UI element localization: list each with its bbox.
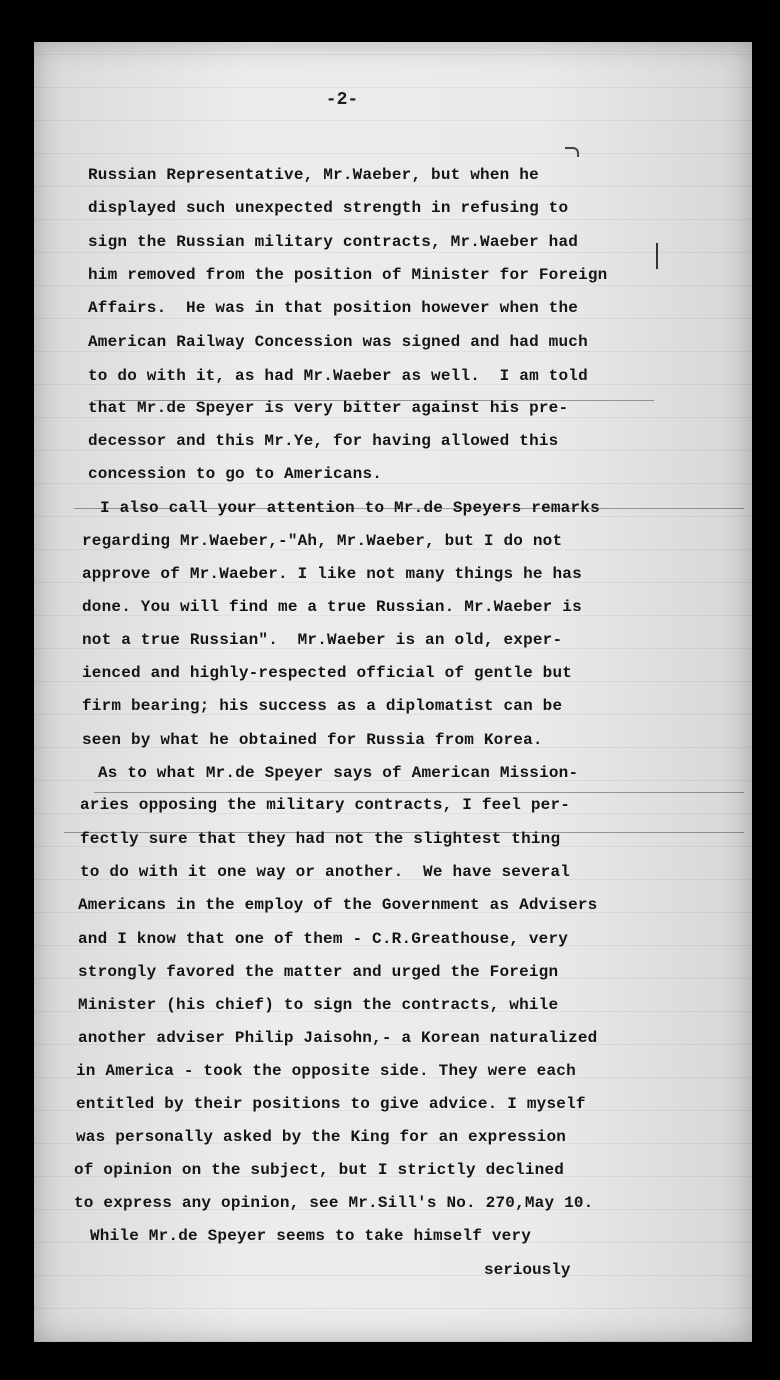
text-line: sign the Russian military contracts, Mr.Waeber had xyxy=(88,233,579,251)
text-line: decessor and this Mr.Ye, for having allowed this xyxy=(88,432,559,450)
text-line: ienced and highly-respected official of gentle but xyxy=(82,664,573,682)
text-line: As to what Mr.de Speyer says of American Mission- xyxy=(98,764,579,782)
text-line: of opinion on the subject, but I strictly declined xyxy=(74,1161,565,1179)
text-line: concession to go to Americans. xyxy=(88,465,383,483)
text-line: displayed such unexpected strength in refusing to xyxy=(88,199,569,217)
text-line: entitled by their positions to give advice. I myself xyxy=(76,1095,586,1113)
text-line: to do with it, as had Mr.Waeber as well. I am told xyxy=(88,367,588,385)
catchword: seriously xyxy=(484,1261,571,1279)
margin-mark xyxy=(565,147,579,157)
text-line: another adviser Philip Jaisohn,- a Korean naturalized xyxy=(78,1029,598,1047)
text-line: in America - took the opposite side. They were each xyxy=(76,1062,576,1080)
text-line: Russian Representative, Mr.Waeber, but when he xyxy=(88,166,539,184)
text-line: I also call your attention to Mr.de Speyers remarks xyxy=(100,499,600,517)
text-line: firm bearing; his success as a diplomatist can be xyxy=(82,697,563,715)
text-line: strongly favored the matter and urged the Foreign xyxy=(78,963,559,981)
text-line: him removed from the position of Minister for Foreign xyxy=(88,266,608,284)
ruled-line xyxy=(94,792,744,793)
text-line: Affairs. He was in that position however when the xyxy=(88,299,579,317)
text-line: fectly sure that they had not the slightest thing xyxy=(80,830,561,848)
text-line: Americans in the employ of the Government as Advisers xyxy=(78,896,598,914)
text-line: seen by what he obtained for Russia from Korea. xyxy=(82,731,543,749)
text-line: American Railway Concession was signed and had much xyxy=(88,333,588,351)
page-number: -2- xyxy=(325,90,359,110)
text-line: was personally asked by the King for an expression xyxy=(76,1128,567,1146)
margin-mark xyxy=(656,243,658,269)
text-line: done. You will find me a true Russian. Mr.Waeber is xyxy=(82,598,582,616)
text-line: approve of Mr.Waeber. I like not many things he has xyxy=(82,565,582,583)
text-line: While Mr.de Speyer seems to take himself very xyxy=(90,1227,532,1245)
text-line: to express any opinion, see Mr.Sill's No. 270,May 10. xyxy=(74,1194,594,1212)
text-line: regarding Mr.Waeber,-"Ah, Mr.Waeber, but I do not xyxy=(82,532,563,550)
text-line: and I know that one of them - C.R.Greathouse, very xyxy=(78,930,569,948)
text-line: that Mr.de Speyer is very bitter against his pre- xyxy=(88,399,569,417)
text-line: not a true Russian". Mr.Waeber is an old, exper- xyxy=(82,631,563,649)
text-line: to do with it one way or another. We have several xyxy=(80,863,571,881)
text-line: aries opposing the military contracts, I feel per- xyxy=(80,796,571,814)
text-line: Minister (his chief) to sign the contracts, while xyxy=(78,996,559,1014)
